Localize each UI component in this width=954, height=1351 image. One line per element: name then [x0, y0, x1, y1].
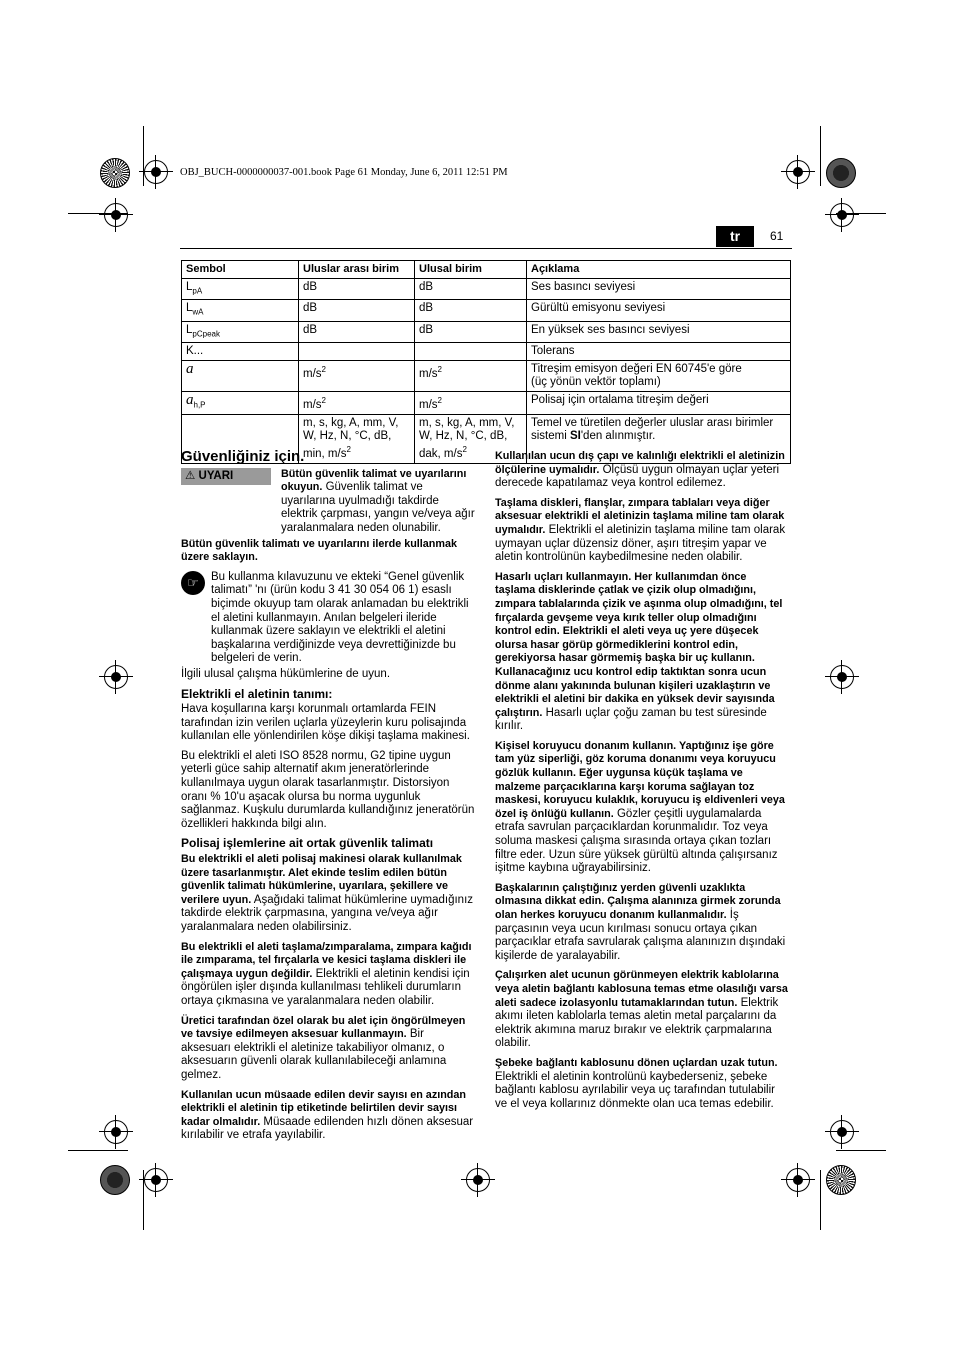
warning-badge-wrap — [181, 468, 271, 536]
table-header-cell: Uluslar arası birim — [299, 261, 415, 279]
left-column — [181, 450, 475, 1149]
paragraph: Bu elektrikli el aleti ISO 8528 normu, G2 tipine uygun yeterli güce sahip alternatif akım jeneratörlerinde kullanılmaya uygun olarak tasarlanmıştır. Distorsiyon oranı % 10'u aşacak olursa bu norma uygunluk sağlanmaz. Kuşkulu durumlarda kullandığınız jeneratörün özellikleri hakkında bilgi alın. — [181, 749, 475, 830]
description-cell: Tolerans — [527, 342, 791, 360]
table-row — [182, 321, 791, 342]
paragraph: Bütün güvenlik talimatı ve uyarılarını ilerde kullanmak üzere saklayın. — [181, 537, 458, 564]
color-rosette — [826, 1165, 856, 1195]
registration-mark — [830, 1120, 854, 1144]
color-rosette — [100, 158, 130, 188]
table-header-row — [182, 261, 791, 279]
crop-mark — [836, 1150, 886, 1151]
table-header-cell: Ulusal birim — [415, 261, 527, 279]
paragraph: Bu elektrikli el aleti polisaj makinesi olarak kullanılmak üzere tasarlanmıştır. Alet ekinde teslim edilen bütün güvenlik talimatı hükümlerine, uyarılara, şekillere ve verilere uyun. Aşağıdaki talimat hükümlerine uymadığınız takdirde elektrik çarpmasına, yangına ve/veya ağır yaralanmalara neden olabilirsiniz. — [181, 853, 474, 933]
paragraph: İlgili ulusal çalışma hükümlerine de uyun. — [181, 667, 391, 680]
paragraph: Üretici tarafından özel olarak bu alet için öngörülmeyen ve tavsiye edilmeyen aksesuar kullanmayın. Bir aksesuarı elektrikli el aletinize takabiliyor olmanız, o aksesuarın güvenli olarak kullanılabileceği anlamına gelmez. — [181, 1014, 466, 1081]
paragraph: Bu elektrikli el aleti taşlama/zımparalama, zımpara kağıdı ile zımparama, tel fırçalarla ve kesici taşlama diskleri ile çalışmaya uygun değildir. Elektrikli el aletinin kendisi için öngörülen işler dışında kullanılması tehlikeli durumların ortaya çıkmasına ve yaralanmalara neden olabilir. — [181, 940, 472, 1007]
table-header-cell: Sembol — [182, 261, 299, 279]
registration-mark — [786, 1168, 810, 1192]
paragraph: Çalışırken alet ucunun görünmeyen elektrik kablolarına veya aletin bağlantı kablosuna temas etme olasılığı varsa aleti sadece izolasyonlu tutamaklarından tutun. Elektrik akımı ileten kablolarla temas aletin metal parçalarını da elektrik akımına maruz bırakır ve elektrik çarpmalarına olabilir. — [495, 969, 788, 1050]
registration-mark — [786, 160, 810, 184]
paragraph: Kişisel koruyucu donanım kullanın. Yaptığınız işe göre tam yüz siperliği, göz koruma donanımı veya koruyucu gözlük kullanın. Eğer uygunsa küçük taşlama ve malzeme parçacıklarına karşı koruma sağlayan toz maskesi, koruyucu kulaklık, koruyucu iş eldivenleri veya özel iş önlüğü kullanın. Gözler çeşitli uygulamalarda etrafa savrulan parçacıklardan korunmalıdır. Toz veya soluma maskesi çalışma sırasında ortaya çıkan tozları filtre eder. Uzun süre yüksek gürültü altında çalışırsanız işitme kaybına uğrayabilirsiniz. — [495, 739, 785, 875]
description-cell: Ses basıncı seviyesi — [527, 279, 791, 300]
description-cell: Gürültü emisyonu seviyesi — [527, 300, 791, 321]
symbol-table — [181, 260, 791, 464]
paragraph: Hava koşullarına karşı korunmalı ortamlarda FEIN tarafından izin verilen uçlarla yüzeylerin kuru polisajında kullanılan elle yönlendirilen köşe dikişi taşlama makinesi. — [181, 703, 470, 743]
registration-mark — [830, 665, 854, 689]
intl-unit-cell: m, s, kg, A, mm, V, W, Hz, N, °C, dB, min, $m/s^2$ — [299, 414, 415, 463]
national-unit-cell: dB — [415, 300, 527, 321]
section-title: Güvenliğiniz için. — [181, 448, 305, 465]
registration-mark — [830, 203, 854, 227]
registration-mark — [466, 1168, 490, 1192]
crop-mark — [143, 126, 144, 186]
symbol-cell: a — [182, 360, 299, 391]
registration-mark — [144, 1168, 168, 1192]
intl-unit-cell — [299, 342, 415, 360]
print-header: OBJ_BUCH-0000000037-001.book Page 61 Monday, June 6, 2011 12:51 PM — [180, 167, 508, 178]
intl-unit-cell: dB — [299, 300, 415, 321]
warning-block — [181, 468, 475, 536]
intl-unit-cell: $m/s^2$ — [299, 360, 415, 391]
warning-triangle-icon: ⚠ — [185, 469, 196, 482]
warning-text: Bütün güvenlik talimat ve uyarılarını okuyun. Güvenlik talimat ve uyarılarına uyulmadığı takdirde elektrik çarpması, yangın ve/veya ağır yaralanmalara neden olunabilir. — [281, 467, 475, 534]
national-unit-cell: dB — [415, 321, 527, 342]
crop-mark — [820, 126, 821, 186]
subheading: Polisaj işlemlerine ait ortak güvenlik talimatı — [181, 836, 434, 851]
description-cell: Titreşim emisyon değeri EN 60745'e göre (üç yönün vektör toplamı) — [527, 360, 791, 391]
paragraph: Başkalarının çalıştığınız yerden güvenli uzaklıkta olmasına dikkat edin. Çalışma alanınıza girmek zorunda olan herkes koruyucu donanım kullanmalıdır. İş parçasının veya ucun kırılması sonucu ortaya çıkan parçacıklar etrafa savrularak çalışma alanınızın dışındaki kişilerde de yaralayabilir. — [495, 881, 786, 962]
table-row — [182, 279, 791, 300]
description-cell: En yüksek ses basıncı seviyesi — [527, 321, 791, 342]
paragraph: Kullanılan ucun dış çapı ve kalınlığı elektrikli el aletinizin ölçülerine uymalıdır. Ölçüsü uygun olmayan uçlar yeteri derecede kapatılamaz veya kontrol edilemez. — [495, 450, 785, 490]
symbol-cell: $L_{wA}$ — [182, 300, 299, 321]
warning-badge: ⚠ UYARI — [181, 468, 271, 485]
registration-mark — [104, 1120, 128, 1144]
intl-unit-cell: dB — [299, 321, 415, 342]
national-unit-cell: m, s, kg, A, mm, V, W, Hz, N, °C, dB, dak, $m/s^2$ — [415, 414, 527, 463]
color-rosette — [100, 1165, 130, 1195]
paragraph: Taşlama diskleri, flanşlar, zımpara tablaları veya diğer aksesuar elektrikli el aletinizin taşlama miline tam olarak uymalıdır. Elektrikli el aletinizin taşlama miline tam olarak uymayan uçlar düzensiz döner, aşırı titreşim yapar ve aletin kontrolünün kaybedilmesine neden olabilir. — [495, 496, 786, 564]
language-tab: tr — [716, 226, 754, 247]
description-cell: Temel ve türetilen değerler uluslar arası birimler sistemi SI'den alınmıştır. — [527, 414, 791, 463]
symbol-cell: K... — [182, 342, 299, 360]
national-unit-cell: $m/s^2$ — [415, 391, 527, 414]
intl-unit-cell: dB — [299, 279, 415, 300]
paragraph: Hasarlı uçları kullanmayın. Her kullanımdan önce taşlama disklerinde çatlak ve çizik olup olmadığını, zımpara tablalarında çizik ve aşınma olup olmadığını, tel fırçalarda gevşeme veya kırık teller olup olmadığını kontrol edin. Elektrikli el aleti veya uç yere düşecek olursa hasar görüp görmediklerini kontrol edin, gerekiyorsa hasar görmemiş başka bir uç kullanın. Kullanacağınız ucu kontrol edip taktıktan sonra ucun dönme alanı yakınında bulunan kişileri uzaklaştırın ve elektrikli el aletini bir dakika en yüksek devir sayısında çalıştırın. Hasarlı uçlar çoğu zaman bu test süresinde kırılır. — [495, 570, 783, 733]
subheading: Elektrikli el aletinin tanımı: — [181, 686, 333, 701]
national-unit-cell — [415, 342, 527, 360]
registration-mark — [144, 160, 168, 184]
table-row — [182, 360, 791, 391]
symbol-cell: $L_{pCpeak}$ — [182, 321, 299, 342]
crop-mark — [68, 1150, 128, 1151]
table-header-cell: Açıklama — [527, 261, 791, 279]
read-manual-icon: ☞ — [181, 571, 205, 595]
intl-unit-cell: $m/s^2$ — [299, 391, 415, 414]
paragraph: Şebeke bağlantı kablosunu dönen uçlardan uzak tutun. Elektrikli el aletinin kontrolünü kaybederseniz, şebeke bağlantı kablosu ayrılabilir veya uç tarafından tutulabilir ve el veya kollarınız dönmekte olan uca temas edebilir. — [495, 1056, 778, 1110]
national-unit-cell: $m/s^2$ — [415, 360, 527, 391]
table-row — [182, 342, 791, 360]
description-cell: Polisaj için ortalama titreşim değeri — [527, 391, 791, 414]
table-row — [182, 300, 791, 321]
national-unit-cell: dB — [415, 279, 527, 300]
table-row — [182, 391, 791, 414]
registration-mark — [104, 203, 128, 227]
manual-block — [181, 571, 475, 666]
symbol-cell: $a_{h,P}$ — [182, 391, 299, 414]
symbol-cell: $L_{pA}$ — [182, 279, 299, 300]
registration-mark — [104, 665, 128, 689]
crop-mark — [820, 1170, 821, 1230]
page-number: 61 — [770, 229, 784, 243]
header-rule — [180, 248, 792, 249]
color-rosette — [826, 158, 856, 188]
right-column — [495, 450, 789, 1117]
paragraph: Bu kullanma kılavuzunu ve ekteki “Genel güvenlik talimatı” 'nı (ürün kodu 3 41 30 054 06 1) esaslı biçimde okuyup tam olarak anlamadan bu elektrikli el aletini kullanmayın. Anılan belgeleri ileride kullanmak üzere saklayın ve elektrikli el aletini başkalarına verdiğinizde veya devrettiğinizde bu belgeleri de verin. — [211, 570, 469, 665]
paragraph: Kullanılan ucun müsaade edilen devir sayısı en azından elektrikli el aletinin tip etiketinde belirtilen devir sayısı kadar olmalıdır. Müsaade edilenden hızlı dönen aksesuar kırılabilir ve etrafa yayılabilir. — [181, 1088, 474, 1142]
